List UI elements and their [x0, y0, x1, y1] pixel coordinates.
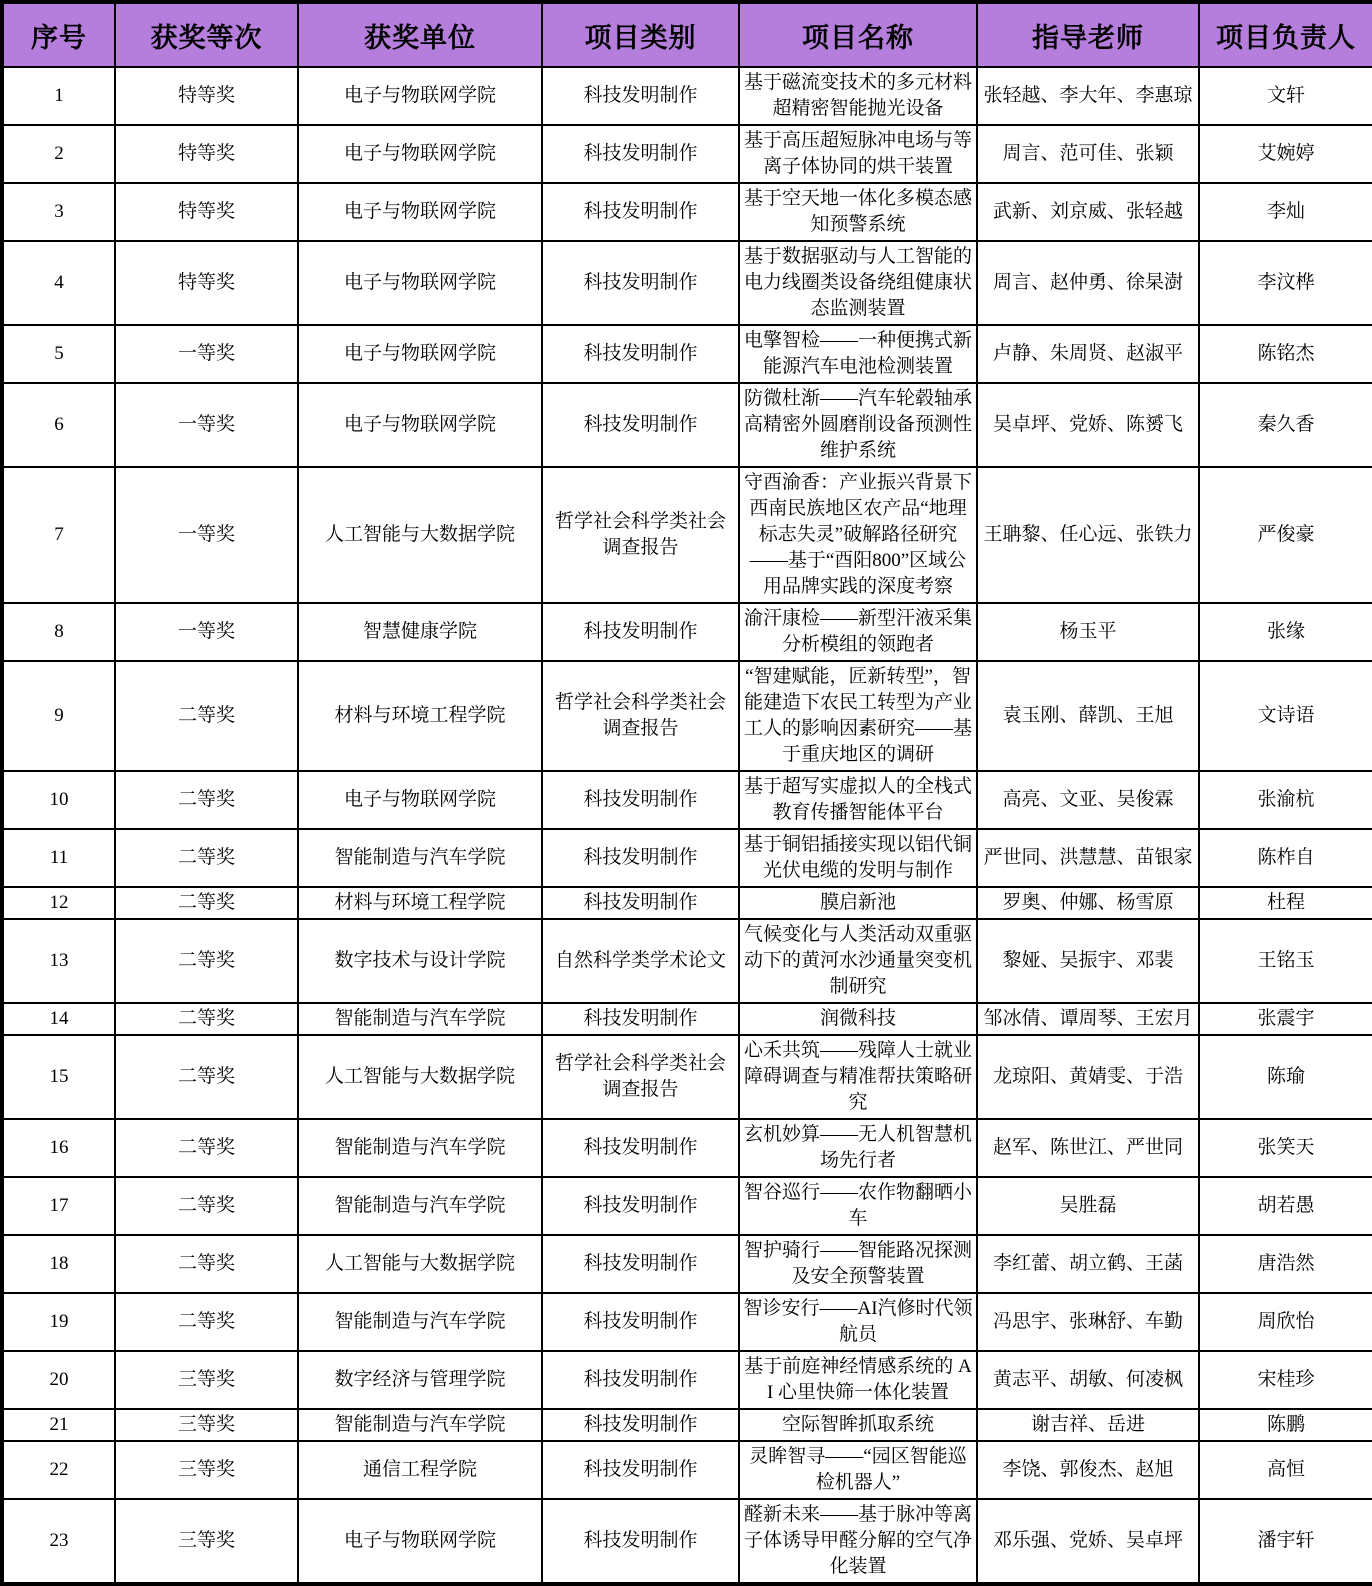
cell-unit: 智能制造与汽车学院 [298, 1177, 542, 1235]
table-row [2, 125, 1372, 183]
cell-category: 科技发明制作 [542, 603, 739, 661]
cell-no: 1 [2, 67, 115, 125]
cell-unit: 智能制造与汽车学院 [298, 1119, 542, 1177]
cell-leader: 李灿 [1199, 183, 1372, 241]
table-row [2, 241, 1372, 325]
cell-category: 科技发明制作 [542, 1351, 739, 1409]
cell-project: 膜启新池 [739, 887, 977, 919]
cell-project: 玄机妙算——无人机智慧机场先行者 [739, 1119, 977, 1177]
cell-award: 二等奖 [115, 887, 298, 919]
cell-advisors: 冯思宇、张琳舒、车勤 [977, 1293, 1199, 1351]
table-row [2, 1499, 1372, 1584]
cell-award: 二等奖 [115, 1003, 298, 1035]
cell-unit: 电子与物联网学院 [298, 183, 542, 241]
cell-unit: 数字技术与设计学院 [298, 919, 542, 1003]
cell-unit: 智慧健康学院 [298, 603, 542, 661]
cell-unit: 材料与环境工程学院 [298, 661, 542, 771]
cell-category: 哲学社会科学类社会调查报告 [542, 467, 739, 603]
cell-project: 空际智眸抓取系统 [739, 1409, 977, 1441]
cell-no: 23 [2, 1499, 115, 1584]
table-row [2, 383, 1372, 467]
cell-award: 二等奖 [115, 771, 298, 829]
cell-advisors: 李红蕾、胡立鹤、王菡 [977, 1235, 1199, 1293]
cell-advisors: 周言、赵仲勇、徐杲澍 [977, 241, 1199, 325]
cell-leader: 张缘 [1199, 603, 1372, 661]
cell-advisors: 赵军、陈世江、严世同 [977, 1119, 1199, 1177]
table-body [2, 67, 1372, 1584]
table-row [2, 1235, 1372, 1293]
cell-leader: 严俊豪 [1199, 467, 1372, 603]
cell-advisors: 黄志平、胡敏、何凌枫 [977, 1351, 1199, 1409]
cell-advisors: 高亮、文亚、吴俊霖 [977, 771, 1199, 829]
cell-unit: 材料与环境工程学院 [298, 887, 542, 919]
cell-no: 16 [2, 1119, 115, 1177]
table-row [2, 661, 1372, 771]
cell-leader: 艾婉婷 [1199, 125, 1372, 183]
cell-no: 4 [2, 241, 115, 325]
cell-no: 8 [2, 603, 115, 661]
cell-no: 18 [2, 1235, 115, 1293]
cell-project: 电擎智检——一种便携式新能源汽车电池检测装置 [739, 325, 977, 383]
table-row [2, 919, 1372, 1003]
cell-leader: 王铭玉 [1199, 919, 1372, 1003]
cell-project: 气候变化与人类活动双重驱动下的黄河水沙通量突变机制研究 [739, 919, 977, 1003]
cell-leader: 唐浩然 [1199, 1235, 1372, 1293]
cell-award: 三等奖 [115, 1499, 298, 1584]
header-cell-leader: 项目负责人 [1199, 2, 1372, 67]
header-cell-unit: 获奖单位 [298, 2, 542, 67]
cell-category: 科技发明制作 [542, 67, 739, 125]
cell-no: 9 [2, 661, 115, 771]
cell-award: 二等奖 [115, 919, 298, 1003]
cell-award: 二等奖 [115, 1035, 298, 1119]
cell-leader: 陈铭杰 [1199, 325, 1372, 383]
cell-unit: 通信工程学院 [298, 1441, 542, 1499]
cell-advisors: 吴胜磊 [977, 1177, 1199, 1235]
cell-leader: 文轩 [1199, 67, 1372, 125]
cell-project: “智建赋能，匠新转型”，智能建造下农民工转型为产业工人的影响因素研究——基于重庆地区的调研 [739, 661, 977, 771]
cell-leader: 杜程 [1199, 887, 1372, 919]
cell-leader: 宋桂珍 [1199, 1351, 1372, 1409]
cell-leader: 张震宇 [1199, 1003, 1372, 1035]
cell-unit: 电子与物联网学院 [298, 325, 542, 383]
cell-category: 科技发明制作 [542, 383, 739, 467]
cell-project: 基于空天地一体化多模态感知预警系统 [739, 183, 977, 241]
cell-leader: 陈鹏 [1199, 1409, 1372, 1441]
cell-award: 二等奖 [115, 661, 298, 771]
cell-project: 基于高压超短脉冲电场与等离子体协同的烘干装置 [739, 125, 977, 183]
cell-award: 三等奖 [115, 1351, 298, 1409]
cell-category: 科技发明制作 [542, 887, 739, 919]
table-row [2, 1177, 1372, 1235]
cell-no: 17 [2, 1177, 115, 1235]
cell-category: 科技发明制作 [542, 1293, 739, 1351]
cell-award: 三等奖 [115, 1409, 298, 1441]
cell-no: 6 [2, 383, 115, 467]
header-cell-advisors: 指导老师 [977, 2, 1199, 67]
cell-leader: 张渝杭 [1199, 771, 1372, 829]
cell-advisors: 龙琼阳、黄婧雯、于浩 [977, 1035, 1199, 1119]
cell-award: 二等奖 [115, 1177, 298, 1235]
cell-advisors: 邓乐强、党娇、吴卓坪 [977, 1499, 1199, 1584]
cell-advisors: 杨玉平 [977, 603, 1199, 661]
header-row [2, 2, 1372, 67]
cell-no: 11 [2, 829, 115, 887]
cell-advisors: 黎娅、吴振宇、邓裴 [977, 919, 1199, 1003]
cell-category: 哲学社会科学类社会调查报告 [542, 661, 739, 771]
table-row [2, 1409, 1372, 1441]
cell-unit: 智能制造与汽车学院 [298, 829, 542, 887]
header-cell-award: 获奖等次 [115, 2, 298, 67]
cell-unit: 数字经济与管理学院 [298, 1351, 542, 1409]
cell-unit: 智能制造与汽车学院 [298, 1293, 542, 1351]
cell-no: 13 [2, 919, 115, 1003]
cell-award: 特等奖 [115, 67, 298, 125]
cell-award: 特等奖 [115, 183, 298, 241]
cell-leader: 文诗语 [1199, 661, 1372, 771]
cell-no: 15 [2, 1035, 115, 1119]
cell-award: 特等奖 [115, 241, 298, 325]
cell-advisors: 王聃黎、任心远、张铁力 [977, 467, 1199, 603]
table-row [2, 1003, 1372, 1035]
table-row [2, 325, 1372, 383]
cell-category: 科技发明制作 [542, 829, 739, 887]
cell-no: 22 [2, 1441, 115, 1499]
cell-no: 20 [2, 1351, 115, 1409]
table-row [2, 1351, 1372, 1409]
cell-project: 基于超写实虚拟人的全栈式教育传播智能体平台 [739, 771, 977, 829]
cell-award: 二等奖 [115, 1293, 298, 1351]
cell-unit: 电子与物联网学院 [298, 125, 542, 183]
cell-project: 智诊安行——AI汽修时代领航员 [739, 1293, 977, 1351]
cell-project: 润微科技 [739, 1003, 977, 1035]
cell-leader: 陈柞自 [1199, 829, 1372, 887]
cell-no: 5 [2, 325, 115, 383]
cell-unit: 人工智能与大数据学院 [298, 1235, 542, 1293]
cell-award: 三等奖 [115, 1441, 298, 1499]
cell-category: 哲学社会科学类社会调查报告 [542, 1035, 739, 1119]
cell-no: 14 [2, 1003, 115, 1035]
cell-category: 科技发明制作 [542, 1409, 739, 1441]
cell-project: 渝汗康检——新型汗液采集分析模组的领跑者 [739, 603, 977, 661]
cell-category: 科技发明制作 [542, 325, 739, 383]
table-row [2, 183, 1372, 241]
cell-leader: 秦久香 [1199, 383, 1372, 467]
cell-category: 自然科学类学术论文 [542, 919, 739, 1003]
cell-leader: 高恒 [1199, 1441, 1372, 1499]
cell-category: 科技发明制作 [542, 183, 739, 241]
table-row [2, 1441, 1372, 1499]
cell-advisors: 李饶、郭俊杰、赵旭 [977, 1441, 1199, 1499]
cell-project: 基于数据驱动与人工智能的电力线圈类设备绕组健康状态监测装置 [739, 241, 977, 325]
cell-no: 2 [2, 125, 115, 183]
cell-project: 智护骑行——智能路况探测及安全预警装置 [739, 1235, 977, 1293]
cell-advisors: 袁玉刚、薛凯、王旭 [977, 661, 1199, 771]
cell-leader: 潘宇轩 [1199, 1499, 1372, 1584]
cell-no: 19 [2, 1293, 115, 1351]
cell-award: 二等奖 [115, 1235, 298, 1293]
cell-category: 科技发明制作 [542, 125, 739, 183]
cell-unit: 人工智能与大数据学院 [298, 467, 542, 603]
cell-unit: 电子与物联网学院 [298, 1499, 542, 1584]
cell-award: 二等奖 [115, 1119, 298, 1177]
cell-unit: 人工智能与大数据学院 [298, 1035, 542, 1119]
cell-leader: 李汶桦 [1199, 241, 1372, 325]
table-row [2, 1293, 1372, 1351]
cell-award: 二等奖 [115, 829, 298, 887]
table-header [2, 2, 1372, 67]
cell-advisors: 周言、范可佳、张颖 [977, 125, 1199, 183]
cell-advisors: 罗奥、仲娜、杨雪原 [977, 887, 1199, 919]
cell-unit: 电子与物联网学院 [298, 383, 542, 467]
cell-leader: 陈瑜 [1199, 1035, 1372, 1119]
header-cell-category: 项目类别 [542, 2, 739, 67]
cell-category: 科技发明制作 [542, 771, 739, 829]
cell-advisors: 张轻越、李大年、李惠琼 [977, 67, 1199, 125]
table-row [2, 67, 1372, 125]
cell-advisors: 邹冰倩、谭周琴、王宏月 [977, 1003, 1199, 1035]
table-row [2, 829, 1372, 887]
cell-advisors: 卢静、朱周贤、赵淑平 [977, 325, 1199, 383]
cell-category: 科技发明制作 [542, 241, 739, 325]
cell-category: 科技发明制作 [542, 1177, 739, 1235]
table-row [2, 887, 1372, 919]
cell-project: 基于铜铝插接实现以铝代铜光伏电缆的发明与制作 [739, 829, 977, 887]
cell-advisors: 武新、刘京威、张轻越 [977, 183, 1199, 241]
cell-category: 科技发明制作 [542, 1499, 739, 1584]
table-row [2, 1035, 1372, 1119]
cell-unit: 电子与物联网学院 [298, 241, 542, 325]
cell-project: 守酉渝香：产业振兴背景下西南民族地区农产品“地理标志失灵”破解路径研究——基于“酉阳800”区域公用品牌实践的深度考察 [739, 467, 977, 603]
cell-no: 12 [2, 887, 115, 919]
cell-project: 基于前庭神经情感系统的 AI 心里快筛一体化装置 [739, 1351, 977, 1409]
cell-category: 科技发明制作 [542, 1235, 739, 1293]
cell-advisors: 谢吉祥、岳进 [977, 1409, 1199, 1441]
cell-award: 一等奖 [115, 603, 298, 661]
cell-unit: 电子与物联网学院 [298, 67, 542, 125]
table-row [2, 467, 1372, 603]
cell-award: 特等奖 [115, 125, 298, 183]
cell-project: 灵眸智寻——“园区智能巡检机器人” [739, 1441, 977, 1499]
cell-unit: 智能制造与汽车学院 [298, 1409, 542, 1441]
cell-category: 科技发明制作 [542, 1441, 739, 1499]
cell-project: 醛新未来——基于脉冲等离子体诱导甲醛分解的空气净化装置 [739, 1499, 977, 1584]
table-row [2, 1119, 1372, 1177]
table-row [2, 771, 1372, 829]
cell-advisors: 严世同、洪慧慧、苗银家 [977, 829, 1199, 887]
cell-category: 科技发明制作 [542, 1119, 739, 1177]
cell-no: 10 [2, 771, 115, 829]
cell-award: 一等奖 [115, 383, 298, 467]
header-cell-no: 序号 [2, 2, 115, 67]
cell-leader: 周欣怡 [1199, 1293, 1372, 1351]
table-row [2, 603, 1372, 661]
cell-award: 一等奖 [115, 325, 298, 383]
cell-project: 智谷巡行——农作物翻晒小车 [739, 1177, 977, 1235]
cell-no: 7 [2, 467, 115, 603]
cell-category: 科技发明制作 [542, 1003, 739, 1035]
cell-no: 3 [2, 183, 115, 241]
cell-award: 一等奖 [115, 467, 298, 603]
cell-advisors: 吴卓坪、党娇、陈赟飞 [977, 383, 1199, 467]
cell-no: 21 [2, 1409, 115, 1441]
cell-project: 防微杜渐——汽车轮毂轴承高精密外圆磨削设备预测性维护系统 [739, 383, 977, 467]
cell-unit: 电子与物联网学院 [298, 771, 542, 829]
cell-leader: 胡若愚 [1199, 1177, 1372, 1235]
header-cell-project: 项目名称 [739, 2, 977, 67]
cell-project: 心禾共筑——残障人士就业障碍调查与精准帮扶策略研究 [739, 1035, 977, 1119]
cell-project: 基于磁流变技术的多元材料超精密智能抛光设备 [739, 67, 977, 125]
cell-leader: 张笑天 [1199, 1119, 1372, 1177]
cell-unit: 智能制造与汽车学院 [298, 1003, 542, 1035]
